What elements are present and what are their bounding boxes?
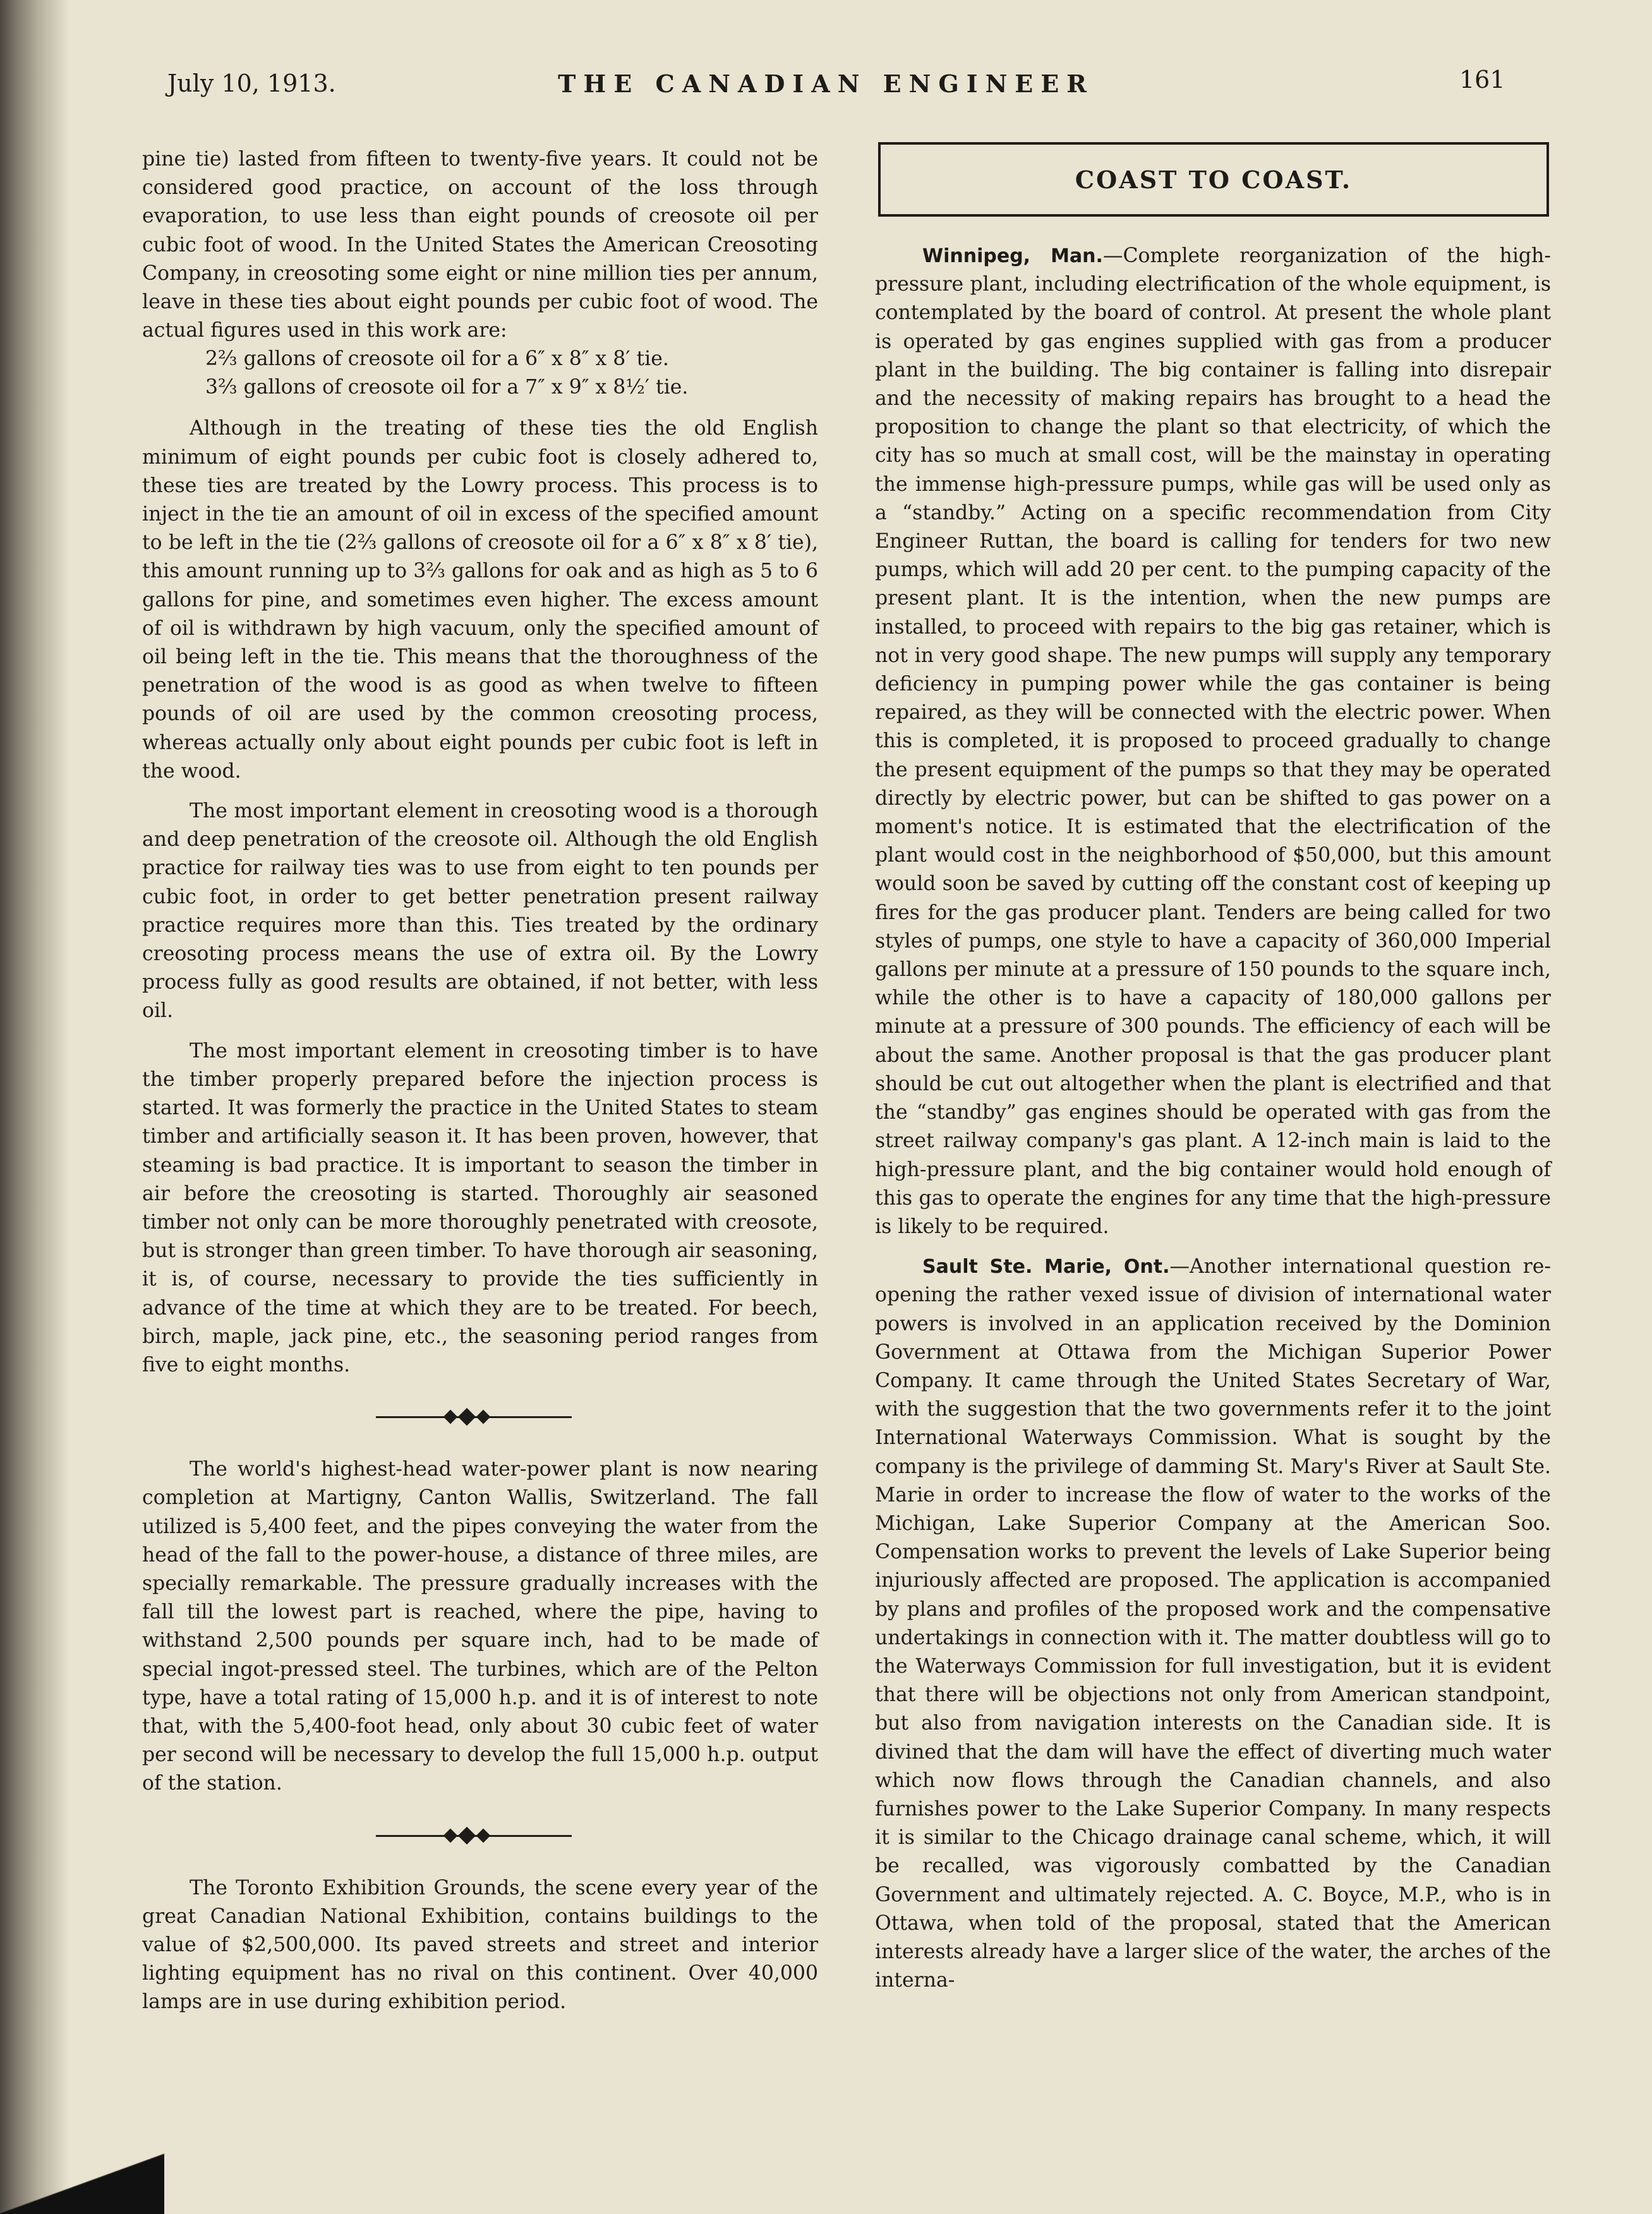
- left-column: [142, 145, 818, 2017]
- paragraph: The most important element in creosoting timber is to have the timber properly prepared before the injection process is started. It was formerly the practice in the United States to steam timber and artificially season it. It has been proven, however, that steaming is bad practice. It is important to season the timber in air before the creosoting is started. Thoroughly air seasoned timber not only can be more thoroughly penetrated with creosote, but is stronger than green timber. To have thorough air seasoning, it is, of course, necessary to provide the ties sufficiently in advance of the time at which they are to be treated. For beech, birch, maple, jack pine, etc., the seasoning period ranges from five to eight months.: [142, 1039, 818, 1376]
- news-item-place: Winnipeg, Man.: [922, 245, 1103, 267]
- news-item-text: —Complete reorganization of the high-pressure plant, including electrification of the whole equipment, is contemplated by the board of control. At present the whole plant is operated by gas engines supplied with gas from a producer plant in the building. The big container is falling into disrepair and the necessity of making repairs has brought to a head the proposition to change the plant so that electricity, of which the city has so much at small cost, will be the mainstay in operating the immense high-pressure pumps, while gas will be used only as a “standby.” Acting on a specific recommendation from City Engineer Ruttan, the board is calling for tenders for two new pumps, which will add 20 per cent. to the pumping capacity of the present plant. It is the intention, when the new pumps are installed, to proceed with repairs to the big gas retainer, which is not in very good shape. The new pumps will supply any temporary deficiency in pumping power while the gas container is being repaired, as they will be connected with the electric power. When this is completed, it is proposed to proceed gradually to change the present equipment of the pumps so that they may be operated directly by electric power, but can be shifted to gas power on a moment's notice. It is estimated that the electrification of the plant would cost in the neighborhood of $50,000, but this amount would soon be saved by cutting off the constant cost of keeping up fires for the gas producer plant. Tenders are being called for two styles of pumps, one style to have a capacity of 360,000 Imperial gallons per minute at a pressure of 150 pounds to the square inch, while the other is to have a capacity of 180,000 gallons per minute at a pressure of 300 pounds. The efficiency of each will be about the same. Another proposal is that the gas producer plant should be cut out altogether when the plant is electrified and that the “standby” gas engines should be operated with gas from the street railway company's gas plant. A 12-inch main is laid to the high-pressure plant, and the big container would hold enough of this gas to operate the engines for any time that the high-pressure is likely to be required.: [875, 244, 1551, 1238]
- paragraph: pine tie) lasted from fifteen to twenty-five years. It could not be considered good practice, on account of the loss through evaporation, to use less than eight pounds of creosote oil per cubic foot of wood. In the United States the American Creosoting Company, in creosoting some eight or nine million ties per annum, leave in these ties about eight pounds per cubic foot of wood. The actual figures used in this work are:: [142, 148, 818, 342]
- paragraph: Although in the treating of these ties the old English minimum of eight pounds per cubic foot is closely adhered to, these ties are treated by the Lowry process. This process is to inject in the tie an amount of oil in excess of the specified amount to be left in the tie (2⅔ gallons of creosote oil for a 6″ x 8″ x 8′ tie), this amount running up to 3⅔ gallons for oak and as high as 5 to 6 gallons for pine, and sometimes even higher. The excess amount of oil is withdrawn by high vacuum, only the specified amount of oil being left in the tie. This means that the thoroughness of the penetration of the wood is as good as when twelve to fifteen pounds of oil are used by the common creosoting process, whereas actually only about eight pounds per cubic foot is left in the wood.: [142, 417, 818, 783]
- news-item: [875, 242, 1551, 1241]
- section-title-box: [878, 142, 1549, 217]
- issue-date: July 10, 1913.: [167, 69, 336, 97]
- right-column: [875, 142, 1551, 1995]
- news-item-text: —Another international question re-opening the rather vexed issue of division of international water powers is involved in an application received by the Dominion Government at Ottawa from the Michigan Superior Power Company. It came through the United States Secretary of War, with the suggestion that the two governments refer it to the joint International Waterways Commission. What is sought by the company is the privilege of damming St. Mary's River at Sault Ste. Marie in order to increase the flow of water to the works of the Michigan, Lake Superior Company at the American Soo. Compensation works to prevent the levels of Lake Superior being injuriously affected are proposed. The application is accompanied by plans and profiles of the proposed work and the compensative undertakings in connection with it. The matter doubtless will go to the Waterways Commission for full investigation, but it is evident that there will be objections not only from American standpoint, but also from navigation interests on the Canadian side. It is divined that the dam will have the effect of diverting much water which now flows through the Canadian channels, and also furnishes power to the Lake Superior Company. In many respects it is similar to the Chicago drainage canal scheme, which, it will be recalled, was vigorously combatted by the Canadian Government and ultimately rejected. A. C. Boyce, M.P., who is in Ottawa, when told of the proposal, stated that the American interests already have a larger slice of the water, the arches of the interna-: [875, 1255, 1551, 1992]
- page-number: 161: [1459, 66, 1505, 93]
- section-divider-ornament: [142, 1817, 818, 1855]
- page-corner-shadow: [0, 2138, 164, 2214]
- formula-list: [205, 345, 818, 402]
- news-item: [875, 1253, 1551, 1995]
- formula-line: 2⅔ gallons of creosote oil for a 6″ x 8″ x 8′ tie.: [205, 347, 669, 371]
- section-title: COAST TO COAST.: [1075, 165, 1353, 194]
- running-header: [0, 66, 1652, 120]
- news-item-place: Sault Ste. Marie, Ont.: [922, 1256, 1170, 1278]
- paragraph: The world's highest-head water-power plant is now nearing completion at Martigny, Canton Wallis, Switzerland. The fall utilized is 5,400 feet, and the pipes conveying the water from the head of the fall to the power-house, a distance of three miles, are specially remarkable. The pressure gradually increases with the fall till the lowest part is reached, where the pipe, having to withstand 2,500 pounds per square inch, had to be made of special ingot-pressed steel. The turbines, which are of the Pelton type, have a total rating of 15,000 h.p. and it is of interest to note that, with the 5,400-foot head, only about 30 cubic feet of water per second will be necessary to develop the full 15,000 h.p. output of the station.: [142, 1458, 818, 1795]
- journal-title: THE CANADIAN ENGINEER: [558, 69, 1094, 98]
- paragraph: The Toronto Exhibition Grounds, the scene every year of the great Canadian National Exhibition, contains buildings to the value of $2,500,000. Its paved streets and street and interior lighting equipment has no rival on this continent. Over 40,000 lamps are in use during exhibition period.: [142, 1876, 818, 2014]
- paragraph: The most important element in creosoting wood is a thorough and deep penetration of the creosote oil. Although the old English practice for railway ties was to use from eight to ten pounds per cubic foot, in order to get better penetration present railway practice requires more than this. Ties treated by the ordinary creosoting process means the use of extra oil. By the Lowry process fully as good results are obtained, if not better, with less oil.: [142, 800, 818, 1023]
- formula-line: 3⅔ gallons of creosote oil for a 7″ x 9″ x 8½′ tie.: [205, 376, 689, 399]
- page-gutter-shadow: [0, 0, 69, 2214]
- section-divider-ornament: [142, 1399, 818, 1436]
